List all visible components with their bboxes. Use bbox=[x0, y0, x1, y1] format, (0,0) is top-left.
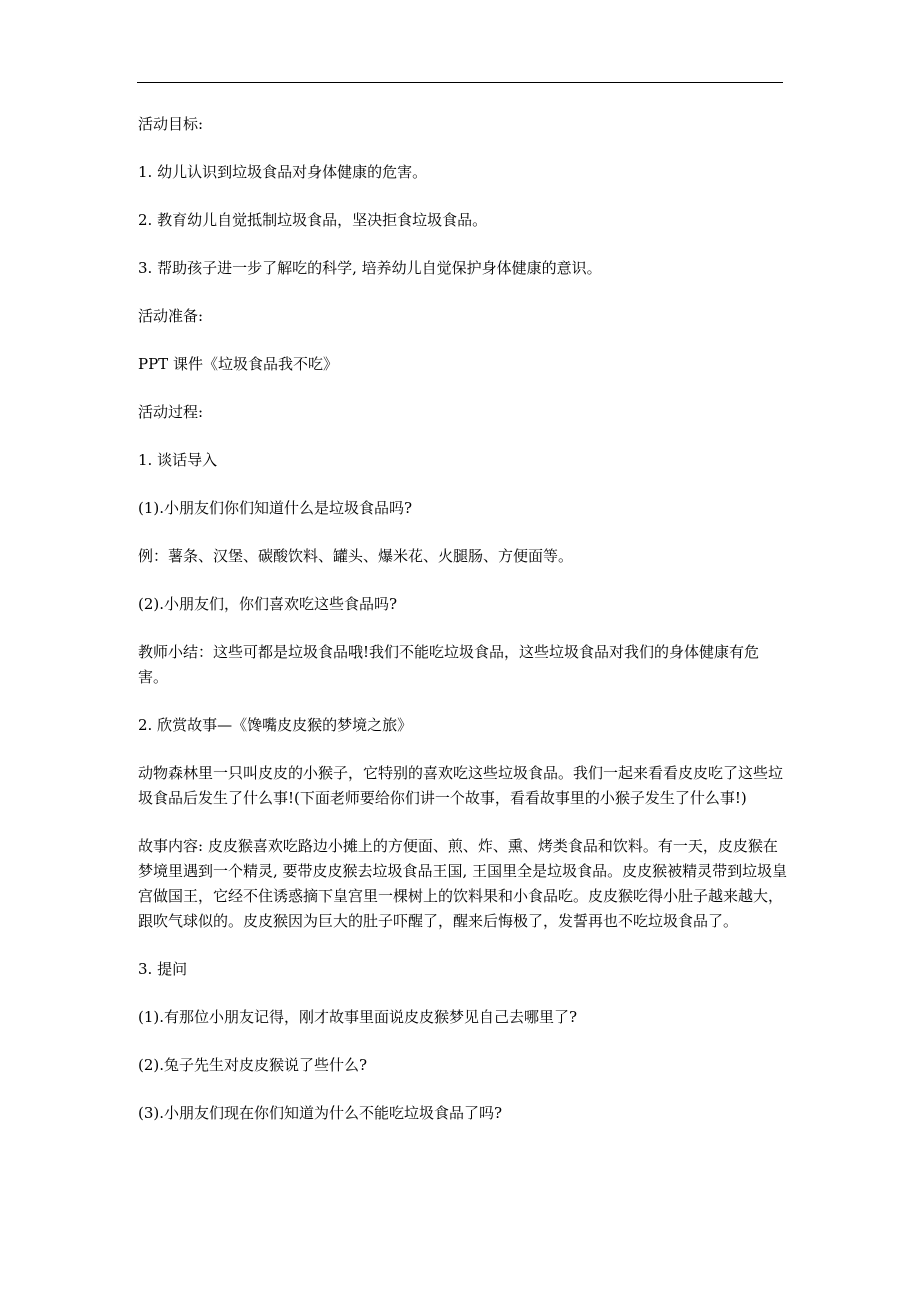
document-body bbox=[138, 112, 788, 1149]
process-step-2: 2. 欣赏故事—《馋嘴皮皮猴的梦境之旅》 bbox=[138, 716, 413, 734]
question-paragraph: (3).小朋友们现在你们知道为什么不能吃垃圾食品了吗? bbox=[138, 1104, 503, 1122]
question-paragraph: (1).小朋友们你们知道什么是垃圾食品吗? bbox=[138, 499, 413, 517]
story-content-paragraph: 故事内容: 皮皮猴喜欢吃路边小摊上的方便面、煎、炸、熏、烤类食品和饮料。有一天，皮皮猴在梦境里遇到一个精灵, 要带皮皮猴去垃圾食品王国, 王国里全是垃圾食品。皮皮猴被精灵带到垃圾皇宫做国王，它经不住诱惑摘下皇宫里一棵树上的饮料果和小食品吃。皮皮猴吃得小肚子越来越大，跟吹气球似的。皮皮猴因为巨大的肚子吓醒了，醒来后悔极了，发誓再也不吃垃圾食品了。 bbox=[138, 837, 788, 930]
goal-item-3: 3. 帮助孩子进一步了解吃的科学, 培养幼儿自觉保护身体健康的意识。 bbox=[138, 259, 602, 277]
story-intro-paragraph: 动物森林里一只叫皮皮的小猴子，它特别的喜欢吃这些垃圾食品。我们一起来看看皮皮吃了这些垃圾食品后发生了什么事!(下面老师要给你们讲一个故事，看看故事里的小猴子发生了什么事!) bbox=[138, 764, 784, 807]
example-paragraph: 例：薯条、汉堡、碳酸饮料、罐头、爆米花、火腿肠、方便面等。 bbox=[138, 547, 574, 565]
goal-item-2: 2. 教育幼儿自觉抵制垃圾食品，坚决拒食垃圾食品。 bbox=[138, 211, 488, 229]
preparation-item: PPT 课件《垃圾食品我不吃》 bbox=[138, 355, 338, 373]
teacher-summary-paragraph: 教师小结：这些可都是垃圾食品哦!我们不能吃垃圾食品，这些垃圾食品对我们的身体健康有危害。 bbox=[138, 643, 760, 686]
process-step-3: 3. 提问 bbox=[138, 960, 188, 978]
header-rule bbox=[137, 82, 783, 83]
section-heading-goals: 活动目标: bbox=[138, 115, 204, 133]
question-paragraph: (2).兔子先生对皮皮猴说了些什么? bbox=[138, 1056, 368, 1074]
question-paragraph: (1).有那位小朋友记得，刚才故事里面说皮皮猴梦见自己去哪里了? bbox=[138, 1008, 578, 1026]
question-paragraph: (2).小朋友们，你们喜欢吃这些食品吗? bbox=[138, 595, 398, 613]
goal-item-1: 1. 幼儿认识到垃圾食品对身体健康的危害。 bbox=[138, 163, 428, 181]
section-heading-process: 活动过程: bbox=[138, 403, 204, 421]
process-step-1: 1. 谈话导入 bbox=[138, 451, 218, 469]
section-heading-preparation: 活动准备: bbox=[138, 307, 204, 325]
